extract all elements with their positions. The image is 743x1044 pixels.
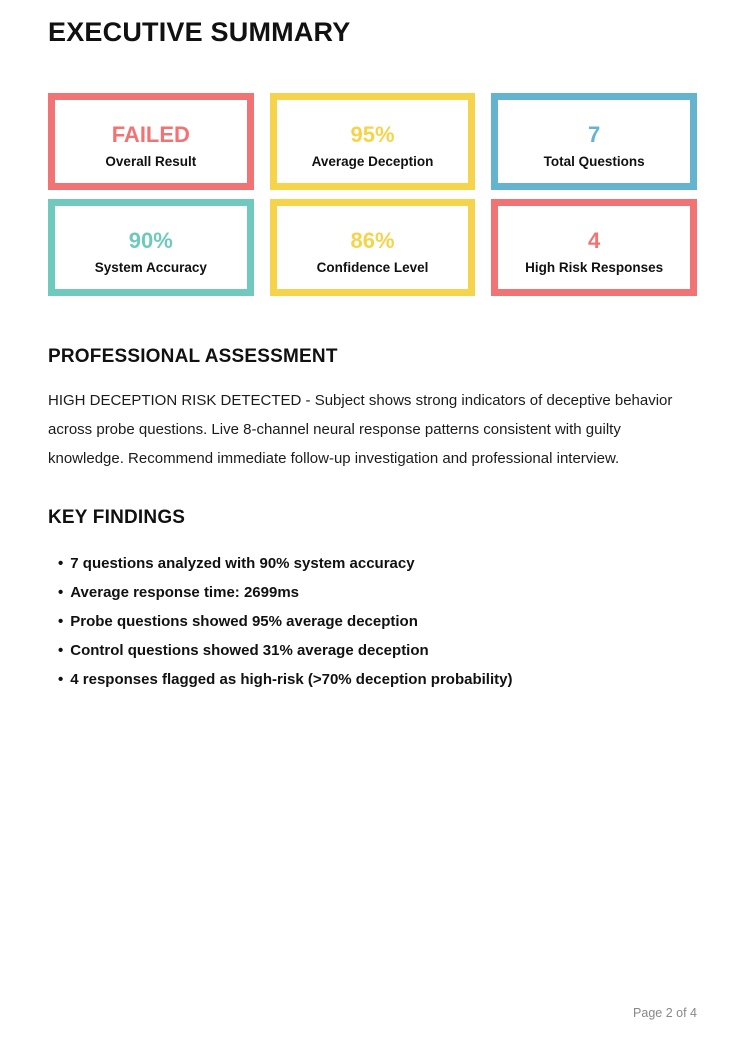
professional-assessment-body: HIGH DECEPTION RISK DETECTED - Subject shows strong indicators of deceptive behavior across probe questions. Live 8-channel neural response patterns consistent with guilty knowledge. Recommend immediate follow-up investigation and professional interview. [48,392,673,468]
finding-text: Average response time: 2699ms [70,584,299,602]
stat-value: 86% [350,227,395,253]
key-findings-list [48,549,697,694]
list-item [58,607,697,636]
bullet-icon: • [58,671,64,689]
professional-assessment-section [48,346,697,473]
stats-grid [48,93,697,296]
bullet-icon: • [58,613,64,631]
stat-card-high-risk-responses [491,199,697,296]
key-findings-section [48,507,697,694]
bullet-icon: • [58,642,64,660]
page-number: Page 2 of 4 [633,1006,697,1020]
list-item [58,665,697,694]
stat-label: High Risk Responses [525,259,664,275]
stat-label: Average Deception [311,153,434,169]
page-title: EXECUTIVE SUMMARY [48,17,351,47]
list-item [58,549,697,578]
bullet-icon: • [58,584,64,602]
key-findings-heading: KEY FINDINGS [48,507,186,529]
bullet-icon: • [58,555,64,573]
finding-text: 7 questions analyzed with 90% system accuracy [70,555,415,573]
stat-card-total-questions [491,93,697,190]
stat-value: 4 [588,227,601,253]
stat-label: System Accuracy [94,259,207,275]
professional-assessment-heading: PROFESSIONAL ASSESSMENT [48,346,338,368]
finding-text: 4 responses flagged as high-risk (>70% deception probability) [70,671,513,689]
stat-label: Overall Result [105,153,197,169]
stat-label: Confidence Level [316,259,429,275]
stat-label: Total Questions [543,153,645,169]
stat-card-average-deception [270,93,476,190]
stat-card-confidence-level [270,199,476,296]
stat-value: FAILED [111,121,190,147]
finding-text: Control questions showed 31% average deception [70,642,429,660]
finding-text: Probe questions showed 95% average deception [70,613,418,631]
stat-card-overall-result [48,93,254,190]
list-item [58,578,697,607]
list-item [58,636,697,665]
stat-value: 95% [350,121,395,147]
stat-card-system-accuracy [48,199,254,296]
stat-value: 90% [128,227,173,253]
stat-value: 7 [588,121,601,147]
